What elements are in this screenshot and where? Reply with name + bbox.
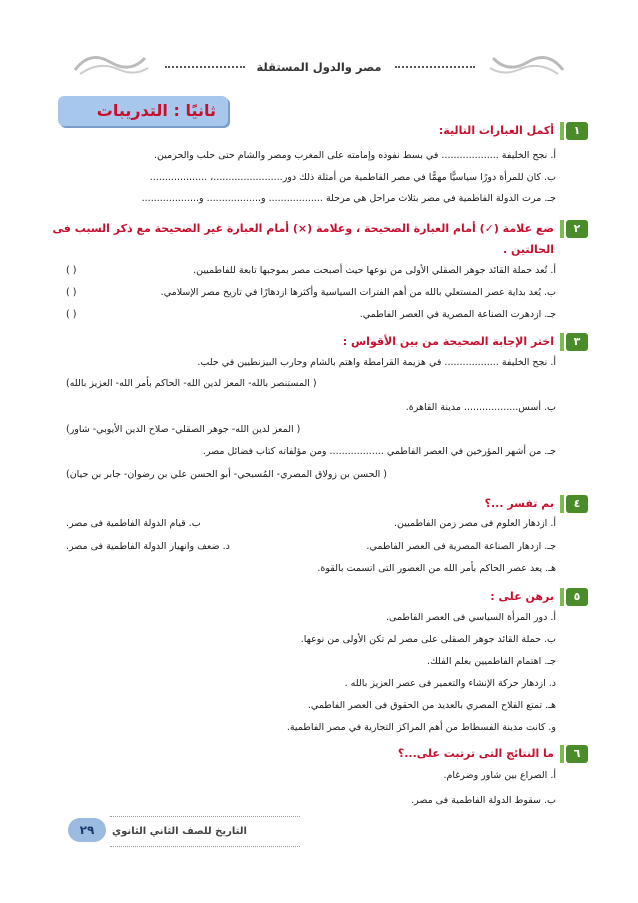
question-title: ما النتائج التى ترتبت على...؟: [397, 747, 554, 760]
question-title: برهن على :: [490, 590, 554, 603]
q3-item-b: ب. أسس.................. مدينة القاهرة.: [405, 402, 556, 413]
q3-item-c: جـ. من أشهر المؤرخين في العصر الفاطمي .................. ومن مؤلفاته كتاب فضائل مصر.: [202, 446, 556, 457]
question-title: أكمل العبارات التالية:: [438, 124, 554, 137]
q1-item-c: جـ. مرت الدولة الفاطمية في مصر بثلاث مراحل هي مرحلة .................. و.................. و...................: [141, 193, 556, 204]
q1-item-a: أ. نجح الخليفة ................... في بسط نفوذه وإمامته على المغرب ومصر والشام حتى حلب والحرمين.: [154, 150, 556, 161]
q3-options-a: ( المستنصر بالله- المعز لدين الله- الحاكم بأمر الله- العزيز بالله): [66, 378, 317, 389]
q4-item-e: هـ. يعد عصر الحاكم بأمر الله من العصور التى اتسمت بالقوة.: [317, 563, 556, 574]
q5-item-f: و. كانت مدينة الفسطاط من أهم المراكز التجارية في مصر الفاطمية.: [286, 722, 556, 733]
q5-item-a: أ. دور المرأة السياسي فى العصر الفاطمى.: [386, 612, 556, 623]
q5-item-b: ب. حملة القائد جوهر الصقلى على مصر لم تكن الأولى من نوعها.: [300, 634, 556, 645]
q1-item-b: ب. كان للمرأة دورًا سياسيًّا مهمًّا في مصر الفاطمية من أمثلة ذلك دور.......................، ...................: [149, 172, 556, 183]
question-number: ٢: [566, 220, 588, 238]
q2-item-c: جـ. ازدهرت الصناعة المصرية في العصر الفاطمي.: [359, 309, 556, 320]
q6-item-a: أ. الصراع بين شاور وضرغام.: [443, 770, 556, 781]
q3-item-a: أ. نجح الخليفة .................. في هزيمة القرامطة واهتم بالشام وحارب البيزنطيين في حلب.: [197, 357, 556, 368]
question-marker: [560, 588, 564, 606]
footer-book-title: التاريخ للصف الثاني الثانوي: [112, 826, 247, 837]
q4-item-c: جـ. ازدهار الصناعة المصرية فى العصر الفاطمي.: [366, 541, 556, 552]
question-number: ٤: [566, 495, 588, 513]
answer-parentheses: ( ): [66, 287, 77, 298]
q4-item-d: د. ضعف وانهيار الدولة الفاطمية فى مصر.: [66, 541, 230, 552]
q3-options-b: ( المعز لدين الله- جوهر الصقلي- صلاح الدين الأيوبي- شاور): [66, 424, 301, 435]
q5-item-e: هـ. تمتع الفلاح المصري بالعديد من الحقوق فى العصر الفاطمي.: [307, 700, 556, 711]
question-marker: [560, 220, 564, 238]
question-title: اختر الإجابة الصحيحة من بين الأقواس :: [342, 335, 554, 348]
footer-divider-bottom: [110, 846, 300, 847]
section-title: ثانيًا : التدريبات: [96, 101, 216, 120]
q5-item-c: جـ. اهتمام الفاطميين بعلم الفلك.: [427, 656, 556, 667]
question-marker: [560, 495, 564, 513]
question-number: ٣: [566, 333, 588, 351]
q2-item-b: ب. يُعد بداية عصر المستعلي بالله من أهم الفترات السياسية وأكثرها ازدهارًا في تاريخ مصر الإسلامي.: [160, 287, 556, 298]
question-title: بم تفسر ...؟: [484, 497, 554, 510]
question-title-continued: الحالتين .: [503, 243, 554, 256]
question-number: ٥: [566, 588, 588, 606]
footer-divider-top: [110, 816, 300, 817]
question-marker: [560, 333, 564, 351]
question-marker: [560, 122, 564, 140]
q6-item-b: ب. سقوط الدولة الفاطمية فى مصر.: [411, 795, 556, 806]
question-title: ضع علامة (✓) أمام العبارة الصحيحة ، وعلامة (×) أمام العبارة غير الصحيحة مع ذكر السبب فى: [52, 222, 554, 235]
q5-item-d: د. ازدهار حركة الإنشاء والتعمير فى عصر العزيز بالله .: [344, 678, 556, 689]
header-title: مصر والدول المستقلة: [0, 60, 638, 74]
answer-parentheses: ( ): [66, 309, 77, 320]
page-number: ٢٩: [68, 818, 106, 842]
q4-item-a: أ. ازدهار العلوم فى مصر زمن الفاطميين.: [394, 518, 556, 529]
q3-options-c: ( الحسن بن زولاق المصري- المُسبحي- أبو الحسن علي بن رضوان- جابر بن حيان): [66, 469, 388, 480]
question-marker: [560, 745, 564, 763]
answer-parentheses: ( ): [66, 265, 77, 276]
q4-item-b: ب. قيام الدولة الفاطمية فى مصر.: [66, 518, 201, 529]
question-number: ٦: [566, 745, 588, 763]
question-number: ١: [566, 122, 588, 140]
q2-item-a: أ. تُعد حملة القائد جوهر الصقلي الأولى من نوعها حيث أصبحت مصر بموجبها تابعة للفاطميين.: [193, 265, 556, 276]
